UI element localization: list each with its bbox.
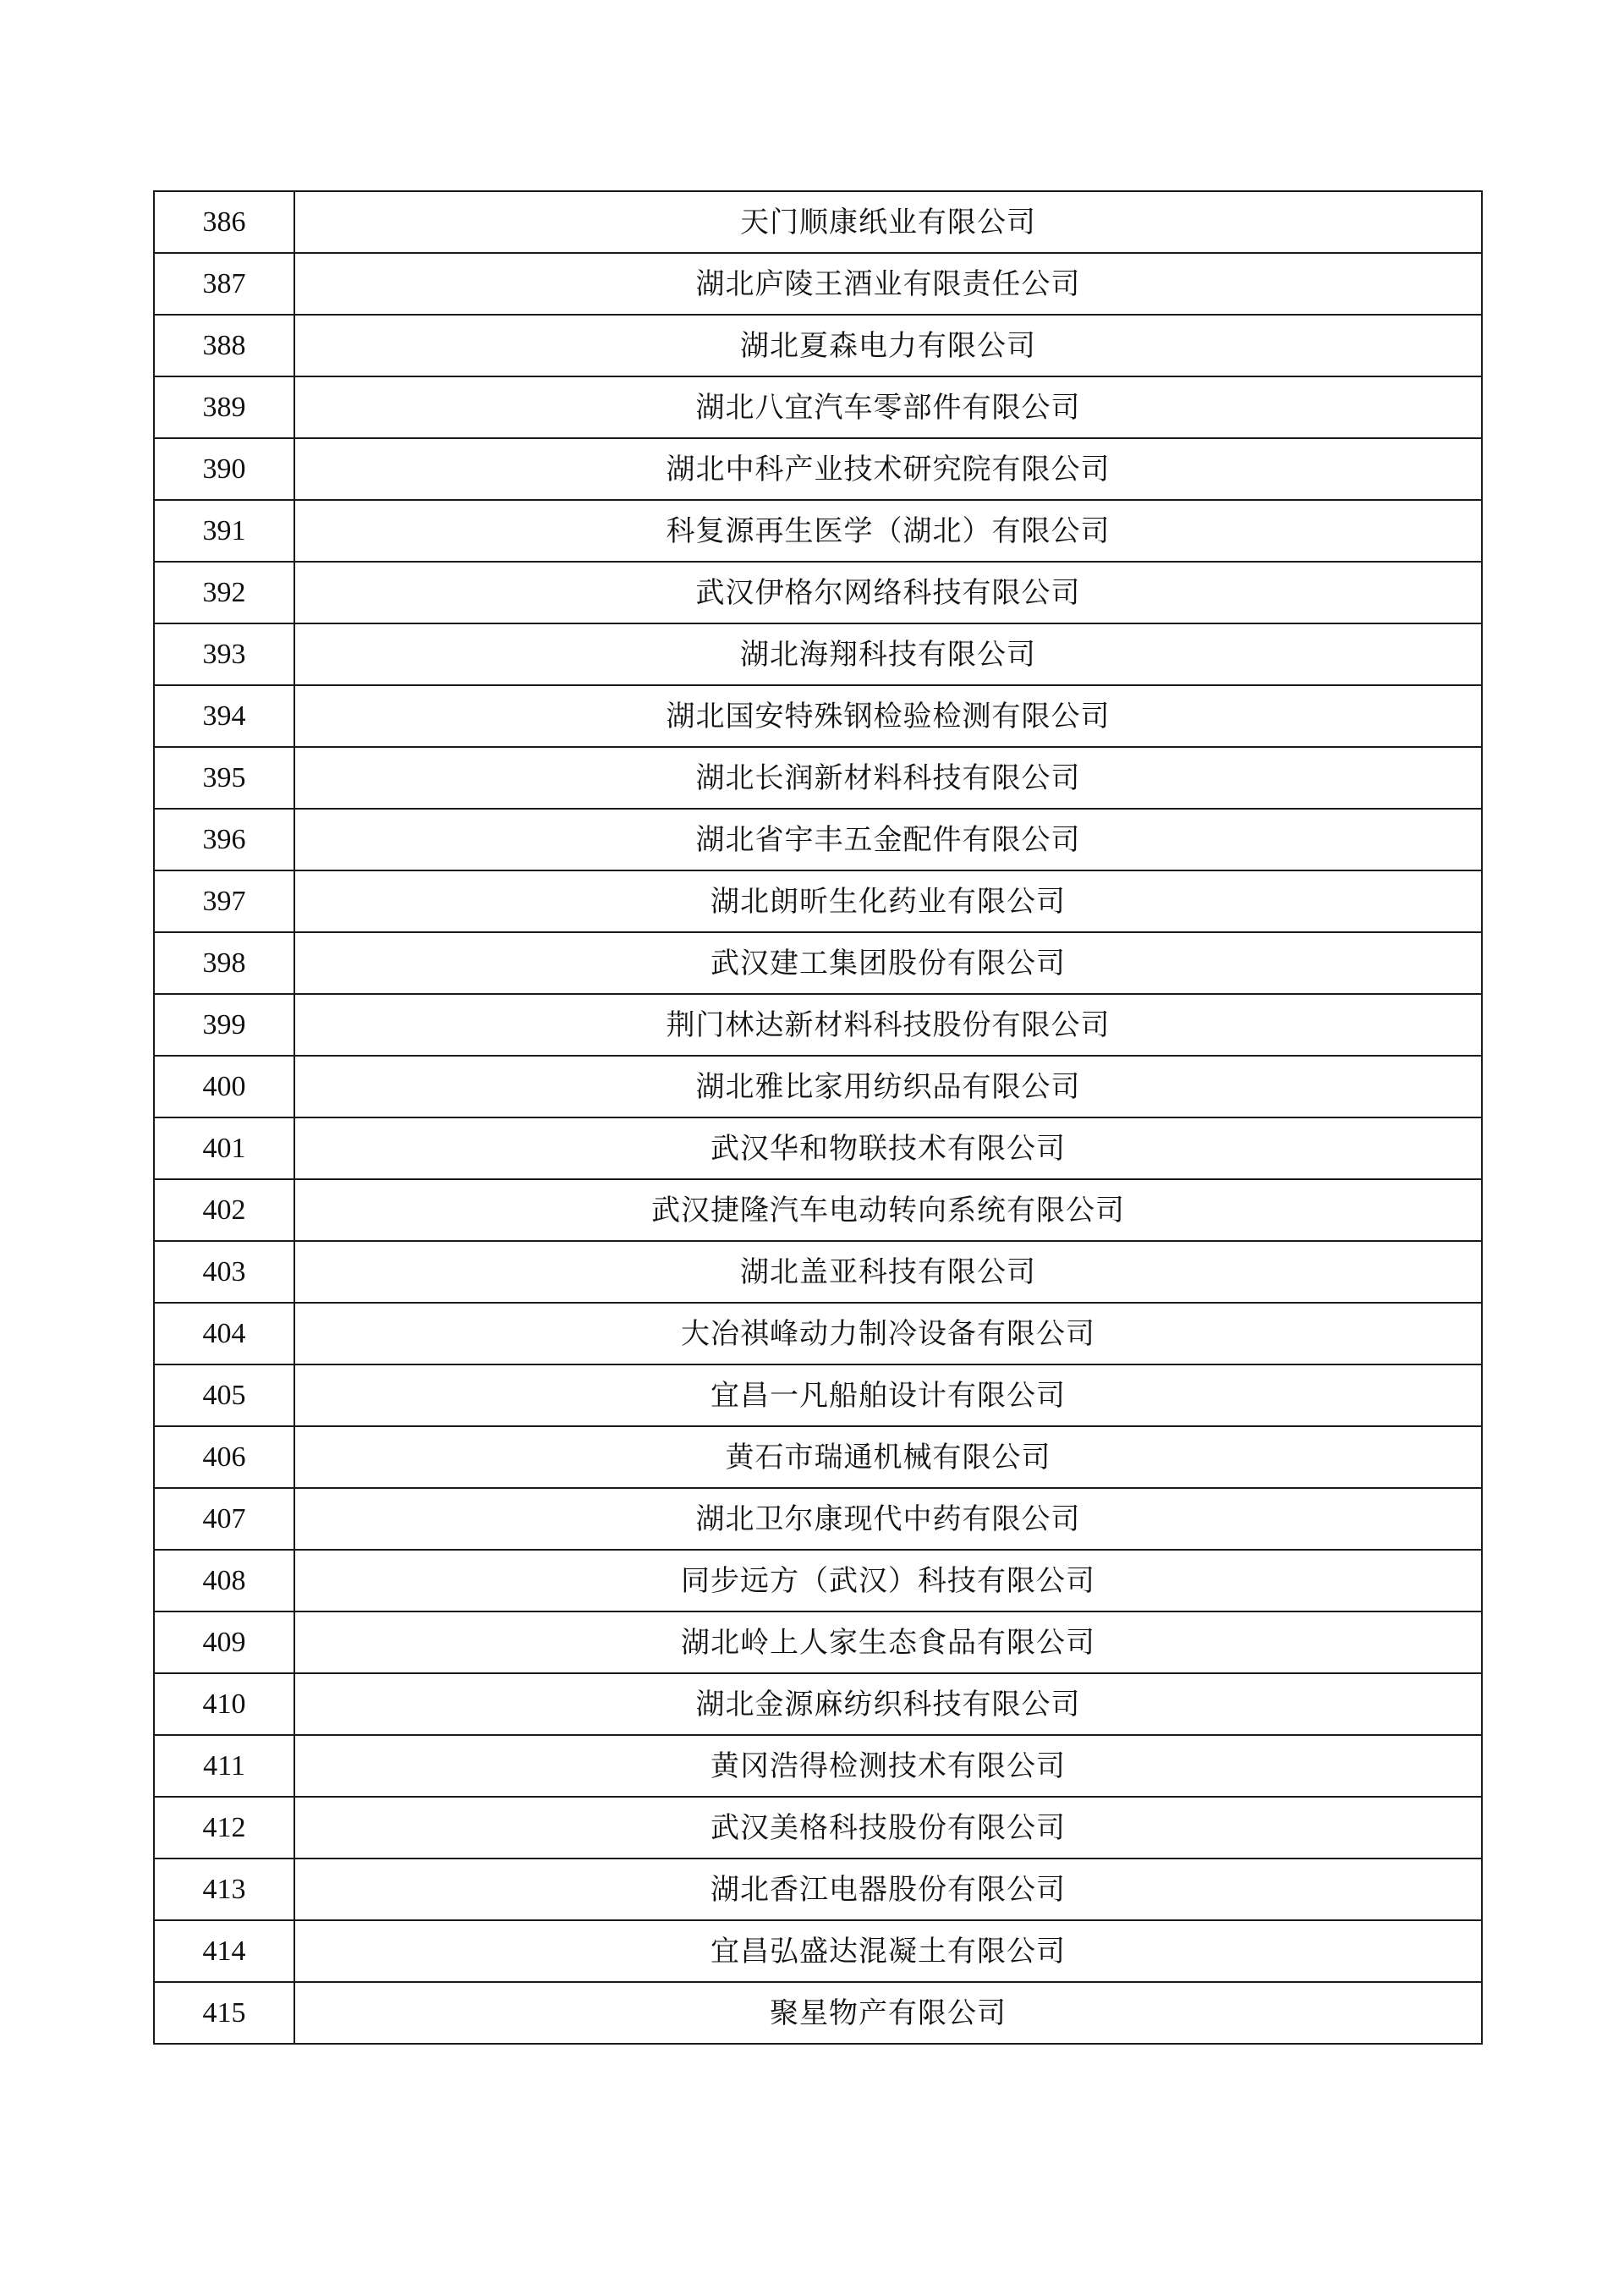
row-number: 398 xyxy=(154,932,294,994)
row-number: 412 xyxy=(154,1797,294,1859)
row-number: 390 xyxy=(154,438,294,500)
table-row xyxy=(154,1797,1482,1859)
company-list-table xyxy=(153,190,1483,2045)
row-number: 409 xyxy=(154,1611,294,1673)
company-name: 湖北长润新材料科技有限公司 xyxy=(294,747,1482,809)
row-number: 404 xyxy=(154,1303,294,1364)
row-number: 411 xyxy=(154,1735,294,1797)
row-number: 413 xyxy=(154,1859,294,1920)
table-row xyxy=(154,1303,1482,1364)
row-number: 403 xyxy=(154,1241,294,1303)
company-name: 天门顺康纸业有限公司 xyxy=(294,191,1482,253)
table-row xyxy=(154,994,1482,1056)
table-row xyxy=(154,438,1482,500)
company-name: 黄冈浩得检测技术有限公司 xyxy=(294,1735,1482,1797)
company-name: 大冶祺峰动力制冷设备有限公司 xyxy=(294,1303,1482,1364)
row-number: 389 xyxy=(154,376,294,438)
row-number: 410 xyxy=(154,1673,294,1735)
row-number: 400 xyxy=(154,1056,294,1117)
table-row xyxy=(154,1179,1482,1241)
company-name: 湖北雅比家用纺织品有限公司 xyxy=(294,1056,1482,1117)
table-row xyxy=(154,932,1482,994)
table-row xyxy=(154,685,1482,747)
row-number: 395 xyxy=(154,747,294,809)
company-name: 湖北海翔科技有限公司 xyxy=(294,623,1482,685)
table-row xyxy=(154,500,1482,562)
row-number: 397 xyxy=(154,870,294,932)
table-row xyxy=(154,1611,1482,1673)
table-row xyxy=(154,1859,1482,1920)
table-row xyxy=(154,1673,1482,1735)
table-row xyxy=(154,809,1482,870)
company-name: 湖北岭上人家生态食品有限公司 xyxy=(294,1611,1482,1673)
table-row xyxy=(154,191,1482,253)
company-name: 湖北朗昕生化药业有限公司 xyxy=(294,870,1482,932)
row-number: 402 xyxy=(154,1179,294,1241)
company-name: 湖北金源麻纺织科技有限公司 xyxy=(294,1673,1482,1735)
row-number: 414 xyxy=(154,1920,294,1982)
company-name: 宜昌一凡船舶设计有限公司 xyxy=(294,1364,1482,1426)
row-number: 391 xyxy=(154,500,294,562)
table-row xyxy=(154,562,1482,623)
company-name: 武汉伊格尔网络科技有限公司 xyxy=(294,562,1482,623)
company-name: 湖北八宜汽车零部件有限公司 xyxy=(294,376,1482,438)
table-row xyxy=(154,870,1482,932)
company-name: 武汉捷隆汽车电动转向系统有限公司 xyxy=(294,1179,1482,1241)
table-row xyxy=(154,1056,1482,1117)
row-number: 387 xyxy=(154,253,294,315)
company-name: 科复源再生医学（湖北）有限公司 xyxy=(294,500,1482,562)
row-number: 401 xyxy=(154,1117,294,1179)
row-number: 396 xyxy=(154,809,294,870)
table-row xyxy=(154,1550,1482,1611)
company-name: 荆门林达新材料科技股份有限公司 xyxy=(294,994,1482,1056)
table-row xyxy=(154,1920,1482,1982)
company-name: 湖北中科产业技术研究院有限公司 xyxy=(294,438,1482,500)
company-name: 武汉华和物联技术有限公司 xyxy=(294,1117,1482,1179)
row-number: 399 xyxy=(154,994,294,1056)
company-name: 武汉美格科技股份有限公司 xyxy=(294,1797,1482,1859)
row-number: 406 xyxy=(154,1426,294,1488)
company-name: 湖北省宇丰五金配件有限公司 xyxy=(294,809,1482,870)
row-number: 408 xyxy=(154,1550,294,1611)
table-row xyxy=(154,1117,1482,1179)
table-row xyxy=(154,253,1482,315)
row-number: 393 xyxy=(154,623,294,685)
company-name: 湖北香江电器股份有限公司 xyxy=(294,1859,1482,1920)
table-row xyxy=(154,747,1482,809)
row-number: 386 xyxy=(154,191,294,253)
table-row xyxy=(154,315,1482,376)
table-row xyxy=(154,376,1482,438)
table-row xyxy=(154,1241,1482,1303)
company-name: 黄石市瑞通机械有限公司 xyxy=(294,1426,1482,1488)
table-row xyxy=(154,1982,1482,2044)
company-name: 湖北庐陵王酒业有限责任公司 xyxy=(294,253,1482,315)
company-name: 聚星物产有限公司 xyxy=(294,1982,1482,2044)
row-number: 394 xyxy=(154,685,294,747)
row-number: 405 xyxy=(154,1364,294,1426)
company-name: 同步远方（武汉）科技有限公司 xyxy=(294,1550,1482,1611)
table-row xyxy=(154,1364,1482,1426)
row-number: 407 xyxy=(154,1488,294,1550)
table-row xyxy=(154,623,1482,685)
table-row xyxy=(154,1426,1482,1488)
company-name: 湖北盖亚科技有限公司 xyxy=(294,1241,1482,1303)
company-list-body xyxy=(154,191,1482,2044)
company-name: 湖北国安特殊钢检验检测有限公司 xyxy=(294,685,1482,747)
company-name: 湖北卫尔康现代中药有限公司 xyxy=(294,1488,1482,1550)
table-row xyxy=(154,1735,1482,1797)
row-number: 392 xyxy=(154,562,294,623)
company-name: 宜昌弘盛达混凝土有限公司 xyxy=(294,1920,1482,1982)
row-number: 415 xyxy=(154,1982,294,2044)
table-row xyxy=(154,1488,1482,1550)
row-number: 388 xyxy=(154,315,294,376)
company-name: 湖北夏森电力有限公司 xyxy=(294,315,1482,376)
company-name: 武汉建工集团股份有限公司 xyxy=(294,932,1482,994)
